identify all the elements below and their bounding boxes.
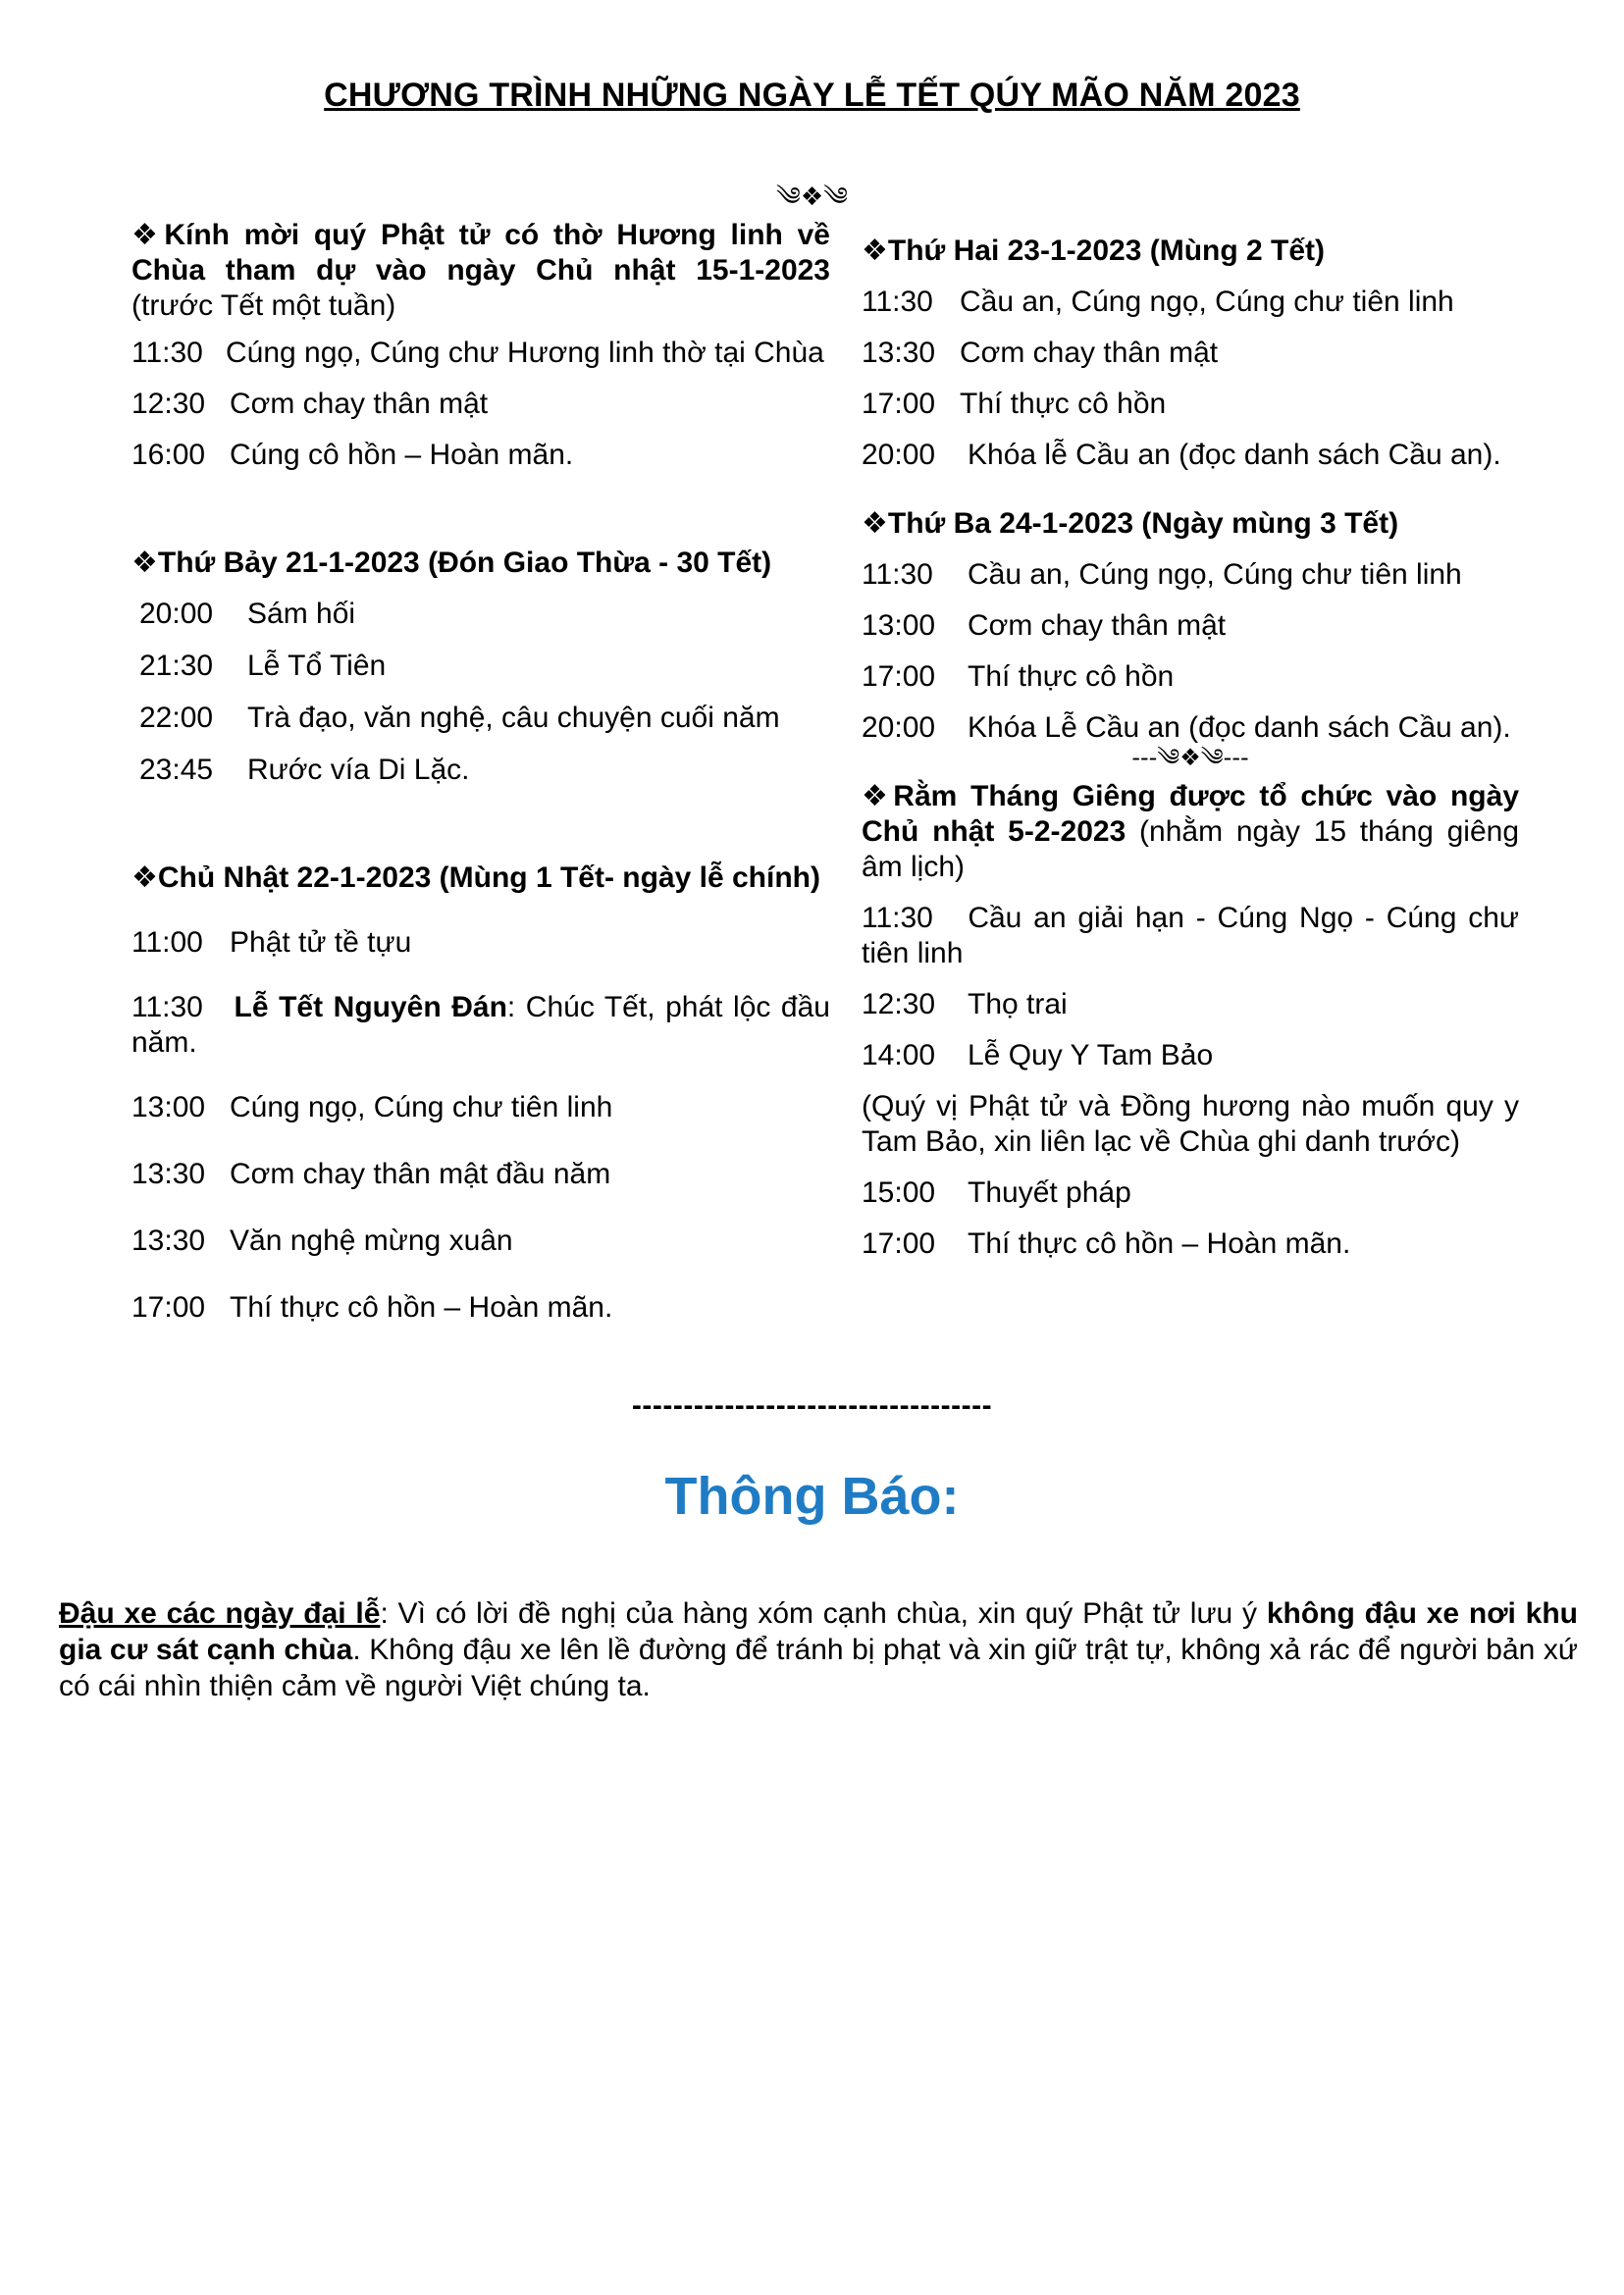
right-column [862, 234, 1519, 1262]
section-divider: ----------------------------------- [631, 1389, 993, 1422]
item-text: Cơm chay thân mật [960, 337, 1219, 369]
item-time: 23:45 [139, 754, 214, 786]
schedule-item [131, 753, 830, 788]
item-text: Lễ Tổ Tiên [247, 650, 387, 682]
item-time: 11:30 [131, 337, 203, 369]
ornament-divider: ---༄❖༄--- [1131, 744, 1249, 771]
item-text: Cơm chay thân mật [968, 609, 1227, 642]
schedule-item [131, 438, 830, 473]
schedule-item [862, 1175, 1519, 1211]
item-time: 13:30 [862, 337, 936, 369]
notice-paragraph [59, 1595, 1578, 1704]
schedule-item [131, 1290, 830, 1326]
item-text: Thí thực cô hồn [968, 660, 1175, 693]
item-text: Khóa lễ Cầu an (đọc danh sách Cầu an). [968, 439, 1501, 471]
schedule-item [862, 987, 1519, 1022]
schedule-item [131, 1090, 830, 1125]
schedule-item [862, 336, 1519, 371]
item-text: Cầu an, Cúng ngọ, Cúng chư tiên linh [960, 286, 1454, 318]
page-title: CHƯƠNG TRÌNH NHỮNG NGÀY LỄ TẾT QÚY MÃO NĂM 2023 [324, 77, 1300, 114]
schedule-item [862, 608, 1519, 644]
schedule-item [862, 438, 1519, 473]
item-time: 13:30 [131, 1225, 206, 1257]
schedule-item [862, 1038, 1519, 1073]
schedule-item [862, 387, 1519, 422]
item-text: Phật tử tề tựu [230, 926, 412, 959]
item-time: 12:30 [131, 388, 206, 420]
schedule-item [131, 1224, 830, 1259]
item-time: 17:00 [862, 660, 936, 693]
item-time: 21:30 [139, 650, 214, 682]
section-huong-linh [131, 218, 830, 324]
schedule-item [862, 285, 1519, 320]
item-time: 22:00 [139, 702, 214, 734]
item-time: 20:00 [139, 598, 214, 630]
section-heading: ❖Thứ Ba 24-1-2023 (Ngày mùng 3 Tết) [862, 507, 1399, 540]
schedule-item [862, 659, 1519, 695]
item-text: Cúng ngọ, Cúng chư Hương linh thờ tại Chùa [226, 337, 824, 369]
notice-title: Thông Báo: [664, 1467, 960, 1526]
schedule-item [131, 701, 830, 736]
item-time: 17:00 [131, 1291, 206, 1324]
item-text: Cúng ngọ, Cúng chư tiên linh [230, 1091, 613, 1123]
item-time: 11:30 [862, 558, 933, 591]
section-heading: ❖Thứ Hai 23-1-2023 (Mùng 2 Tết) [862, 235, 1326, 267]
notice-lead: Đậu xe các ngày đại lễ [59, 1597, 381, 1630]
schedule-item [131, 336, 830, 371]
schedule-item [131, 597, 830, 632]
item-text: Rước vía Di Lặc. [247, 754, 470, 786]
item-time: 13:00 [131, 1091, 206, 1123]
item-text: Cúng cô hồn – Hoàn mãn. [230, 439, 574, 471]
schedule-item [862, 557, 1519, 593]
schedule-item [131, 990, 830, 1061]
schedule-item [131, 387, 830, 422]
schedule-note: (Quý vị Phật tử và Đồng hương nào muốn quy y Tam Bảo, xin liên lạc về Chùa ghi danh trước) [862, 1090, 1519, 1158]
schedule-item [862, 901, 1519, 971]
item-text: Sám hối [247, 598, 356, 630]
item-time: 11:30 [131, 991, 203, 1023]
schedule-item [131, 1157, 830, 1192]
schedule-item [862, 1226, 1519, 1262]
item-text: Thí thực cô hồn [960, 388, 1167, 420]
item-time: 16:00 [131, 439, 206, 471]
item-text: Cầu an giải hạn - Cúng Ngọ - Cúng chư tiên linh [862, 902, 1520, 969]
item-time: 11:00 [131, 926, 203, 959]
section-heading: ❖Rằm Tháng Giêng được tổ chức vào ngày Chủ nhật 5-2-2023 [862, 780, 1519, 848]
item-text: Thọ trai [968, 988, 1068, 1020]
section-ram-thang-gieng [862, 779, 1519, 885]
section-heading: ❖Chủ Nhật 22-1-2023 (Mùng 1 Tết- ngày lễ chính) [131, 861, 820, 894]
item-text: Thí thực cô hồn – Hoàn mãn. [230, 1291, 613, 1324]
item-time: 11:30 [862, 902, 933, 934]
item-time: 17:00 [862, 388, 936, 420]
item-text: Khóa Lễ Cầu an (đọc danh sách Cầu an). [968, 711, 1511, 744]
item-time: 20:00 [862, 711, 936, 744]
left-column [131, 218, 830, 1326]
notice-text: : Vì có lời đề nghị của hàng xóm cạnh chùa, xin quý Phật tử lưu ý [380, 1597, 1267, 1630]
section-heading-note: (trước Tết một tuần) [131, 289, 396, 322]
item-text-bold: Lễ Tết Nguyên Đán [234, 991, 507, 1023]
item-time: 12:30 [862, 988, 936, 1020]
item-text: Lễ Quy Y Tam Bảo [968, 1039, 1214, 1071]
notice-text: . Không đậu xe lên lề đường để tránh bị phạt và xin giữ trật tự, không xả rác để người bản xứ có cái nhìn thiện cảm về người Việt chúng ta. [59, 1634, 1579, 1702]
item-text: Trà đạo, văn nghệ, câu chuyện cuối năm [247, 702, 780, 734]
notice-emphasis: không đậu xe nơi khu gia cư sát cạnh chùa [59, 1597, 1578, 1666]
item-text: Cầu an, Cúng ngọ, Cúng chư tiên linh [968, 558, 1462, 591]
item-time: 17:00 [862, 1227, 936, 1260]
item-time: 13:00 [862, 609, 936, 642]
item-time: 11:30 [862, 286, 933, 318]
ornament-divider: ༄❖༄ [776, 183, 848, 212]
section-heading-note: (nhằm ngày 15 tháng giêng âm lịch) [862, 815, 1520, 883]
item-text: Thí thực cô hồn – Hoàn mãn. [968, 1227, 1351, 1260]
schedule-item [131, 925, 830, 961]
item-text: Cơm chay thân mật đầu năm [230, 1158, 611, 1190]
item-time: 15:00 [862, 1176, 936, 1209]
item-text: Cơm chay thân mật [230, 388, 489, 420]
item-time: 14:00 [862, 1039, 936, 1071]
item-time: 13:30 [131, 1158, 206, 1190]
item-text: : Chúc Tết, phát lộc đầu năm. [131, 991, 830, 1059]
section-heading: ❖Kính mời quý Phật tử có thờ Hương linh về Chùa tham dự vào ngày Chủ nhật 15-1-2023 [131, 219, 830, 287]
item-time: 20:00 [862, 439, 936, 471]
section-heading: ❖Thứ Bảy 21-1-2023 (Đón Giao Thừa - 30 Tết) [131, 547, 772, 579]
item-text: Thuyết pháp [968, 1176, 1131, 1209]
item-text: Văn nghệ mừng xuân [230, 1225, 513, 1257]
schedule-item [131, 649, 830, 684]
